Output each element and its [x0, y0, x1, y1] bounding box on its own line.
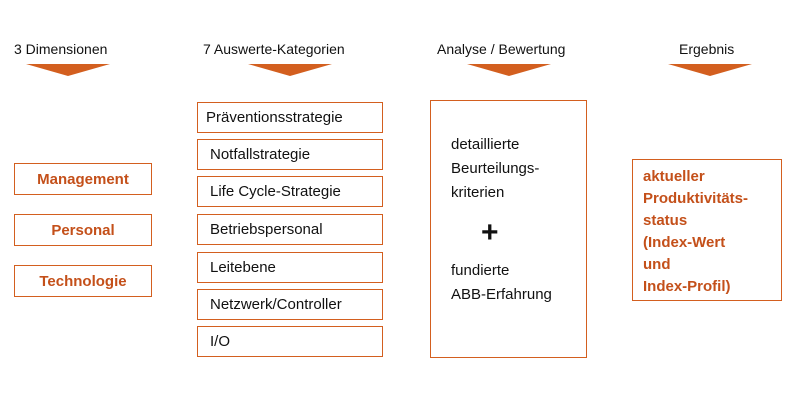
- result-box: aktueller Produktivitäts- status (Index-Wert und Index-Profil): [632, 159, 782, 301]
- category-netzwerk-controller: Netzwerk/Controller: [197, 289, 383, 320]
- analysis-text-criteria: detaillierte Beurteilungs- kriterien: [451, 136, 540, 201]
- analysis-text-experience: fundierte ABB-Erfahrung: [451, 262, 552, 303]
- arrow-analysis: [467, 64, 551, 76]
- header-result: Ergebnis: [679, 41, 735, 57]
- category-praeventionsstrategie: Präventionsstrategie: [197, 102, 383, 133]
- arrow-categories: [248, 64, 332, 76]
- arrow-dimensions: [26, 64, 110, 76]
- header-analysis: Analyse / Bewertung: [437, 41, 566, 57]
- dimension-management: Management: [14, 163, 152, 195]
- arrow-result: [668, 64, 752, 76]
- header-categories: 7 Auswerte-Kategorien: [203, 41, 345, 57]
- dimension-technologie: Technologie: [14, 265, 152, 297]
- category-leitebene: Leitebene: [197, 252, 383, 283]
- dimension-personal: Personal: [14, 214, 152, 246]
- analysis-box: [430, 100, 587, 358]
- plus-sign: +: [481, 216, 499, 249]
- header-dimensions: 3 Dimensionen: [14, 41, 108, 57]
- category-notfallstrategie: Notfallstrategie: [197, 139, 383, 170]
- category-io: I/O: [197, 326, 383, 357]
- category-betriebspersonal: Betriebspersonal: [197, 214, 383, 245]
- category-life-cycle-strategie: Life Cycle-Strategie: [197, 176, 383, 207]
